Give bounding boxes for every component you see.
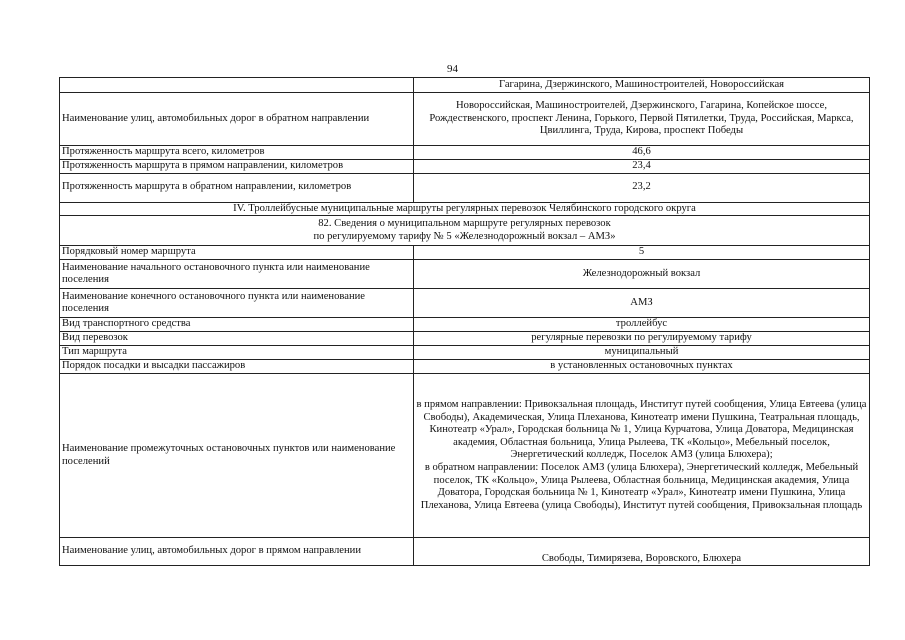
row-label: Протяженность маршрута в обратном направлении, километров bbox=[60, 173, 414, 202]
row-value: регулярные перевозки по регулируемому тарифу bbox=[414, 332, 870, 346]
table-row bbox=[60, 93, 870, 146]
row-label: Наименование улиц, автомобильных дорог в обратном направлении bbox=[60, 93, 414, 146]
section-heading: IV. Троллейбусные муниципальные маршруты регулярных перевозок Челябинского городского округа bbox=[60, 202, 870, 216]
row-label: Наименование начального остановочного пункта или наименование поселения bbox=[60, 260, 414, 289]
row-value: Гагарина, Дзержинского, Машиностроителей, Новороссийская bbox=[414, 78, 870, 93]
table-row bbox=[60, 332, 870, 346]
row-label: Тип маршрута bbox=[60, 346, 414, 360]
row-value: Свободы, Тимирязева, Воровского, Блюхера bbox=[414, 538, 870, 566]
row-value: Железнодорожный вокзал bbox=[414, 260, 870, 289]
table-row bbox=[60, 318, 870, 332]
row-label: Наименование конечного остановочного пункта или наименование поселения bbox=[60, 289, 414, 318]
row-value: троллейбус bbox=[414, 318, 870, 332]
route-info-table bbox=[59, 77, 870, 566]
subsection-heading-line2: по регулируемому тарифу № 5 «Железнодорожный вокзал – АМЗ» bbox=[313, 230, 616, 242]
section-heading-row bbox=[60, 202, 870, 216]
subsection-heading-line1: 82. Сведения о муниципальном маршруте регулярных перевозок bbox=[318, 218, 611, 230]
row-label: Наименование промежуточных остановочных пунктов или наименование поселений bbox=[60, 374, 414, 538]
row-label: Порядковый номер маршрута bbox=[60, 246, 414, 260]
row-label bbox=[60, 78, 414, 93]
row-value: в установленных остановочных пунктах bbox=[414, 360, 870, 374]
row-value: 23,4 bbox=[414, 159, 870, 173]
table-row bbox=[60, 146, 870, 160]
row-label: Порядок посадки и высадки пассажиров bbox=[60, 360, 414, 374]
row-value: 5 bbox=[414, 246, 870, 260]
table-row bbox=[60, 78, 870, 93]
row-value bbox=[414, 374, 870, 538]
subsection-heading-row bbox=[60, 216, 870, 246]
table-row bbox=[60, 538, 870, 566]
row-label: Вид перевозок bbox=[60, 332, 414, 346]
table-row bbox=[60, 374, 870, 538]
row-value: Новороссийская, Машиностроителей, Дзержинского, Гагарина, Копейское шоссе, Рождественского, проспект Ленина, Горького, Первой Пятилетки, Труда, Российская, Маркса, Цвиллинга, Труда, Кирова, проспект Победы bbox=[414, 93, 870, 146]
row-value: 46,6 bbox=[414, 146, 870, 160]
table-row bbox=[60, 173, 870, 202]
page-number: 94 bbox=[447, 63, 458, 75]
row-label: Вид транспортного средства bbox=[60, 318, 414, 332]
subsection-heading bbox=[60, 216, 870, 246]
row-label: Наименование улиц, автомобильных дорог в прямом направлении bbox=[60, 538, 414, 566]
table-row bbox=[60, 360, 870, 374]
row-label: Протяженность маршрута в прямом направлении, километров bbox=[60, 159, 414, 173]
table-row bbox=[60, 260, 870, 289]
table-row bbox=[60, 289, 870, 318]
row-value: 23,2 bbox=[414, 173, 870, 202]
row-label: Протяженность маршрута всего, километров bbox=[60, 146, 414, 160]
row-value: АМЗ bbox=[414, 289, 870, 318]
forward-stops: в прямом направлении: Привокзальная площадь, Институт путей сообщения, Улица Евтеева (улица Свободы), Академическая, Улица Плеханова, Кинотеатр имени Пушкина, Театральная площадь, Кинотеатр «Урал», Городская больница № 1, Улица Курчатова, Улица Доватора, Медицинская академия, Областная больница, Улица Рылеева, ТК «Кольцо», Мебельный поселок, Энергетический колледж, Поселок АМЗ (улица Блюхера); bbox=[416, 399, 867, 461]
table-row bbox=[60, 246, 870, 260]
row-value: муниципальный bbox=[414, 346, 870, 360]
table-row bbox=[60, 159, 870, 173]
table-row bbox=[60, 346, 870, 360]
reverse-stops: в обратном направлении: Поселок АМЗ (улица Блюхера), Энергетический колледж, Мебельный поселок, ТК «Кольцо», Улица Рылеева, Областная больница, Медицинская академия, Улица Доватора, Городская больница № 1, Кинотеатр «Урал», Кинотеатр имени Пушкина, Улица Плеханова, Улица Евтеева (улица Свободы), Институт путей сообщения, Привокзальная площадь bbox=[420, 461, 863, 511]
